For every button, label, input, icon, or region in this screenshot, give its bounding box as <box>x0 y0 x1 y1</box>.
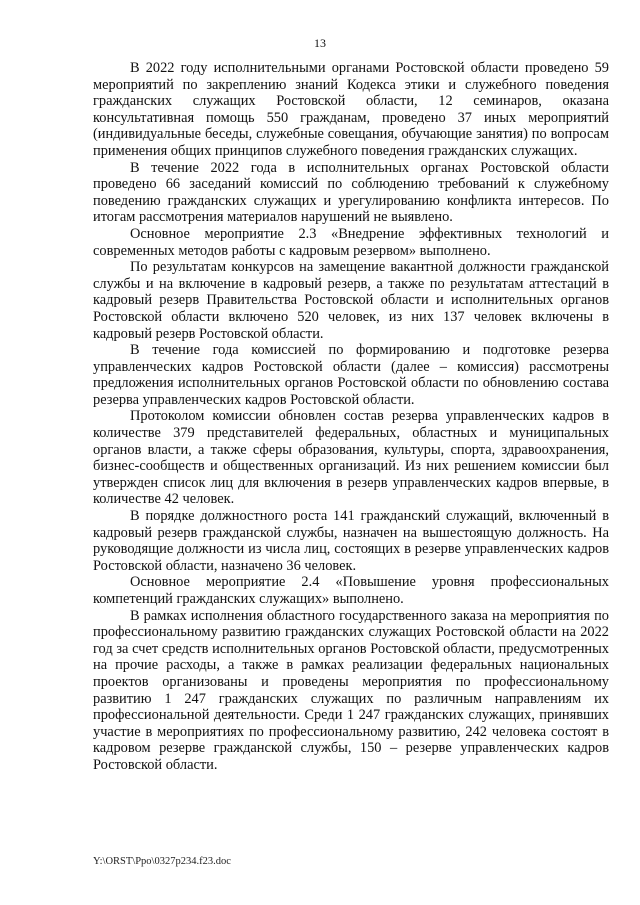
paragraph: Протоколом комиссии обновлен состав резерва управленческих кадров в количестве 379 представителей федеральных, областных и муниципальных органов власти, а также сферы образования, культуры, спорта, здравоохранения, бизнес-сообществ и общественных организаций. Из них решением комиссии был утвержден список лиц для включения в резерв управленческих кадров впервые, в количестве 42 человек. <box>93 408 609 508</box>
paragraph: В течение года комиссией по формированию и подготовке резерва управленческих кадров Ростовской области (далее – комиссия) рассмотрены предложения исполнительных органов Ростовской области по обновлению состава резерва управленческих кадров Ростовской области. <box>93 342 609 408</box>
document-body <box>93 60 609 774</box>
paragraph: По результатам конкурсов на замещение вакантной должности гражданской службы и на включение в кадровый резерв, а также по результатам аттестаций в кадровый резерв Правительства Ростовской области и исполнительных органов Ростовской области включено 520 человек, из них 137 человек включены в кадровый резерв Ростовской области. <box>93 259 609 342</box>
paragraph: Основное мероприятие 2.3 «Внедрение эффективных технологий и современных методов работы с кадровым резервом» выполнено. <box>93 225 609 259</box>
paragraph: В рамках исполнения областного государственного заказа на мероприятия по профессиональному развитию гражданских служащих Ростовской области на 2022 год за счет средств исполнительных органов Ростовской области, предусмотренных на прочие расходы, а также в рамках реализации федеральных национальных проектов организованы и проведены мероприятия по профессиональному развитию 1 247 гражданских служащих по различным направлениям их профессиональной деятельности. Среди 1 247 гражданских служащих, принявших участие в мероприятиях по профессиональному развитию, 242 человека состоят в кадровом резерве гражданской службы, 150 – резерве управленческих кадров Ростовской области. <box>93 607 609 773</box>
paragraph: Основное мероприятие 2.4 «Повышение уровня профессиональных компетенций гражданских служащих» выполнено. <box>93 574 609 607</box>
paragraph: В течение 2022 года в исполнительных органах Ростовской области проведено 66 заседаний комиссий по соблюдению требований к служебному поведению гражданских служащих и урегулированию конфликта интересов. По итогам рассмотрения материалов нарушений не выявлено. <box>93 159 609 226</box>
footer-file-path: Y:\ORST\Ppo\0327p234.f23.doc <box>93 856 231 867</box>
paragraph: В порядке должностного роста 141 гражданский служащий, включенный в кадровый резерв гражданской службы, назначен на вышестоящую должность. На руководящие должности из числа лиц, состоящих в резерве управленческих кадров Ростовской области, назначено 36 человек. <box>93 508 609 574</box>
paragraph: В 2022 году исполнительными органами Ростовской области проведено 59 мероприятий по закреплению знаний Кодекса этики и служебного поведения гражданских служащих Ростовской области, 12 семинаров, оказана консультативная помощь 550 гражданам, проведено 37 иных мероприятий (индивидуальные беседы, служебные совещания, обучающие занятия) по вопросам применения общих принципов служебного поведения гражданских служащих. <box>93 60 609 159</box>
page-number: 13 <box>314 36 326 50</box>
